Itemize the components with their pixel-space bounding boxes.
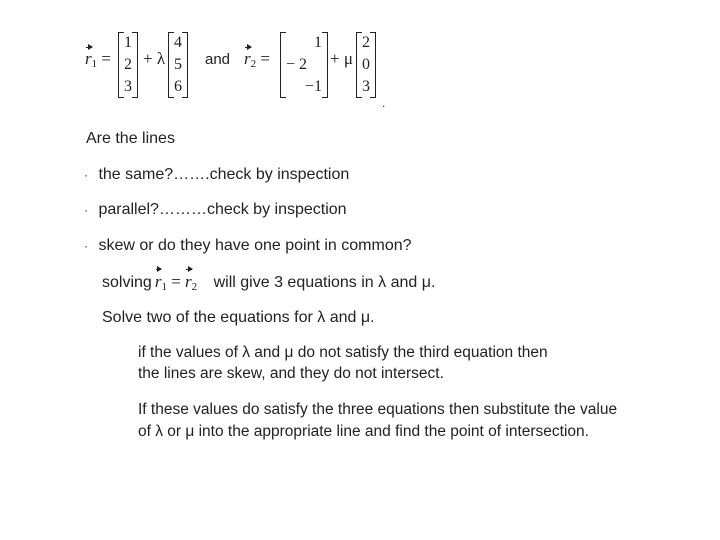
- vector-4-entry: 3: [362, 78, 370, 95]
- bullet-item: · the same?…….check by inspection: [84, 166, 350, 183]
- r1-label: $r_1$ =: [85, 49, 111, 70]
- solve-two-line: Solve two of the equations for λ and μ.: [102, 309, 375, 326]
- vector-3-entry: − 2: [286, 56, 308, 73]
- and-label: and: [205, 51, 231, 68]
- bullet-symbol: ·: [84, 239, 88, 253]
- trailing-dot: .: [382, 96, 386, 110]
- plus-mu: + μ: [330, 49, 353, 68]
- vector-1-entry: 1: [124, 34, 132, 51]
- vector-3-entry: −1: [304, 78, 322, 95]
- vector-2-entry: 6: [174, 78, 182, 95]
- condition-not-line-1: if the values of λ and μ do not satisfy the third equation then: [138, 344, 548, 361]
- vector-4: [356, 32, 376, 98]
- condition-not-line-2: the lines are skew, and they do not intersect.: [138, 365, 444, 382]
- vector-3-entry: 1: [314, 34, 322, 51]
- bullet-item: · parallel?………check by inspection: [84, 201, 347, 218]
- bullet-item: · skew or do they have one point in common?: [84, 237, 412, 254]
- vector-2-entry: 4: [174, 34, 182, 51]
- condition-do-line-2: of λ or μ into the appropriate line and find the point of intersection.: [138, 423, 589, 440]
- vector-1: [118, 32, 138, 98]
- vector-3: [280, 32, 328, 98]
- vector-4-entry: 2: [362, 34, 370, 51]
- vector-2: [168, 32, 188, 98]
- bullet-symbol: ·: [84, 203, 88, 217]
- condition-do-line-1: If these values do satisfy the three equations then substitute the value: [138, 401, 618, 418]
- vector-1-entry: 3: [124, 78, 132, 95]
- vector-4-entry: 0: [362, 56, 370, 73]
- bullet-symbol: ·: [84, 168, 88, 182]
- plus-lambda: + λ: [143, 49, 166, 68]
- heading: Are the lines: [86, 130, 175, 147]
- vector-2-entry: 5: [174, 56, 182, 73]
- r2-label: $r_2$ =: [244, 49, 270, 70]
- solving-line: solving $r_1 = r_2$ will give 3 equations in λ and μ.: [102, 272, 436, 293]
- vector-1-entry: 2: [124, 56, 132, 73]
